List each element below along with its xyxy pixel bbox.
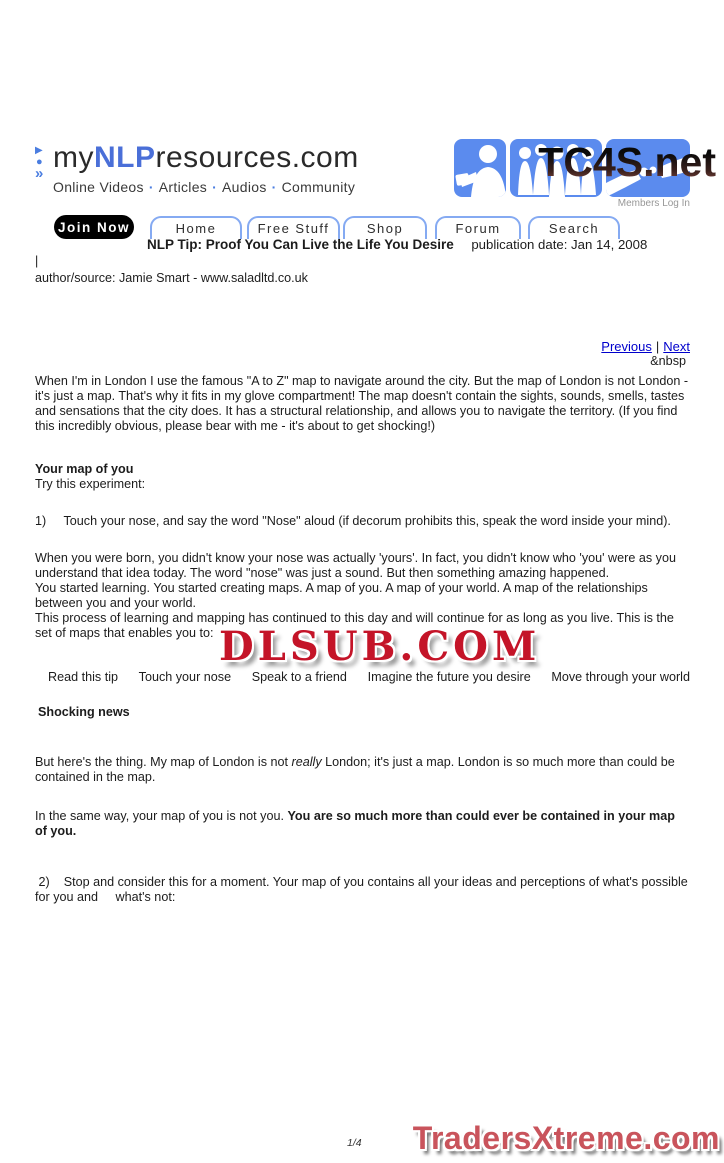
london-text: London; it's just a map. London is so much more than could be contained in the map. — [35, 755, 675, 784]
mapping-line: When you were born, you didn't know your nose was actually 'yours'. In fact, you didn't know who 'you' were as you understand that idea today. The word "nose" was just a sound. But then something amazing happened. — [35, 551, 676, 580]
dot-separator: · — [271, 179, 277, 195]
experiment-lead-in: Try this experiment: — [35, 477, 146, 491]
capabilities-row — [35, 670, 690, 685]
step-2: 2) Stop and consider this for a moment. Your map of you contains all your ideas and perceptions of what's possible for you and what's not: — [35, 875, 692, 904]
tab-home[interactable]: Home — [150, 216, 242, 239]
tab-free-stuff[interactable]: Free Stuff — [247, 216, 340, 239]
page-number: 1/4 — [347, 1137, 362, 1149]
article-pagination — [35, 339, 690, 354]
london-emphasis: really — [291, 755, 322, 769]
logo-wordmark — [53, 143, 359, 173]
article-body — [35, 237, 690, 905]
logo-text-column — [53, 143, 359, 195]
logo-media-icon — [35, 143, 53, 195]
tagline-item: Audios — [222, 179, 267, 195]
capability-item: Touch your nose — [138, 670, 232, 684]
tab-forum[interactable]: Forum — [435, 216, 521, 239]
capability-item: Read this tip — [48, 670, 119, 684]
map-of-you-paragraph — [35, 809, 690, 839]
author-line: author/source: Jamie Smart - www.saladltd.co.uk — [35, 271, 308, 285]
tradersxtreme-watermark: TradersXtreme.com — [412, 1120, 720, 1156]
dot-separator: · — [148, 179, 154, 195]
tc4s-watermark: TC4S.net — [538, 139, 716, 185]
mapping-line: You started learning. You started creating maps. A map of you. A map of your world. A map of the relationships between you and your world. — [35, 581, 648, 610]
tagline-item: Articles — [158, 179, 208, 195]
capability-item: Speak to a friend — [251, 670, 347, 684]
pipe-character: | — [35, 254, 39, 268]
site-logo[interactable] — [35, 143, 359, 195]
map-bold-text: You are so much more than could ever be contained in your map of you. — [35, 809, 675, 838]
tagline-item: Community — [281, 179, 356, 195]
logo-tagline — [53, 179, 359, 195]
article-title: NLP Tip: Proof You Can Live the Life You Desire — [147, 237, 454, 252]
section-heading-your-map: Your map of you — [35, 462, 134, 476]
link-separator: | — [655, 339, 660, 354]
logo-suffix: resources.com — [155, 141, 359, 174]
tab-shop[interactable]: Shop — [343, 216, 427, 239]
tab-search[interactable]: Search — [528, 216, 620, 239]
dot-icon: ● — [36, 156, 43, 168]
nbsp-text: &nbsp — [650, 354, 686, 368]
dlsub-watermark: DLSUB.COM — [219, 623, 541, 670]
london-text: But here's the thing. My map of London is not — [35, 755, 292, 769]
photo-person-image — [454, 139, 506, 197]
document-page — [0, 139, 724, 1163]
section-heading-shocking-news: Shocking news — [38, 705, 130, 719]
mapping-line: This process of learning and mapping has continued to this day and will continue for as long as you live. This is the set of maps that enables you to: — [35, 611, 674, 640]
step-1: 1) Touch your nose, and say the word "Nose" aloud (if decorum prohibits this, speak the word inside your mind). — [35, 514, 671, 528]
fast-forward-icon: » — [35, 165, 44, 182]
capability-item: Move through your world — [551, 670, 690, 684]
dot-separator: · — [212, 179, 218, 195]
publication-date: publication date: Jan 14, 2008 — [471, 237, 648, 252]
members-login-link[interactable]: Members Log In — [617, 198, 690, 209]
title-line — [35, 237, 690, 253]
london-paragraph — [35, 755, 690, 785]
logo-prefix: my — [53, 141, 94, 174]
logo-highlight: NLP — [94, 141, 156, 174]
tagline-item: Online Videos — [53, 179, 144, 195]
main-nav — [35, 215, 690, 239]
join-now-button[interactable]: Join Now — [54, 215, 134, 239]
capability-item: Imagine the future you desire — [367, 670, 531, 684]
play-icon: ▶ — [35, 145, 43, 156]
previous-link[interactable]: Previous — [601, 339, 652, 354]
next-link[interactable]: Next — [663, 339, 690, 354]
intro-paragraph: When I'm in London I use the famous "A to Z" map to navigate around the city. But the map of London is not London - it's just a map. That's why it fits in my glove compartment! The map doesn't contain the sights, sounds, smells, tastes and sensations that the city does. It has a structural relationship, and allows you to navigate the territory. (If you find this incredibly obvious, please bear with me - it's about to get shocking!) — [35, 374, 689, 433]
map-text: In the same way, your map of you is not you. — [35, 809, 288, 823]
